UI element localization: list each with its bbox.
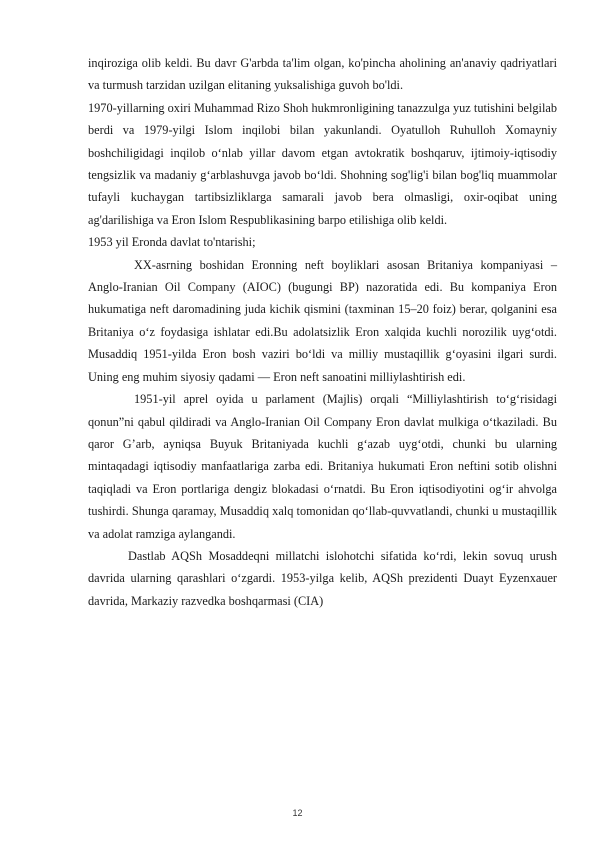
paragraph-3: XX-asrning boshidan Eronning neft boyliklari asosan Britaniya kompaniyasi – Anglo-Iranian Oil Company (AIOC) (bugungi BP) nazoratida edi. Bu kompaniya Eron hukumatiga neft daromadining juda kichik qismini (taxminan 15–20 foiz) berar, qolganini esa Britaniya o‘z foydasiga ishlatar edi.Bu adolatsizlik Eron xalqida kuchli norozilik uyg‘otdi. Musaddiq 1951-yilda Eron bosh vaziri bo‘ldi va milliy mustaqillik g‘oyasini ilgari surdi. Uning eng muhim siyosiy qadami — Eron neft sanoatini milliylashtirish edi. bbox=[88, 257, 557, 384]
paragraph-2: 1970-yillarning oxiri Muhammad Rizo Shoh hukmronligining tanazzulga yuz tutishini belgilab berdi va 1979-yilgi Islom inqilobi bilan yakunlandi. Oyatulloh Ruhulloh Xomayniy boshchiligidagi inqilob oʻnlab yillar davom etgan avtokratik boshqaruv, ijtimoiy-iqtisodiy tengsizlik va madaniy gʻarblashuvga javob boʻldi. Shohning sog'lig'i bilan bog'liq muammolar tufayli kuchaygan tartibsizliklarga samarali javob bera olmasligi, oxir-oqibat uning ag'darilishiga va Eron Islom Respublikasining barpo etilishiga olib keldi. bbox=[88, 100, 557, 227]
page-number: 12 bbox=[292, 808, 303, 818]
paragraph-1: inqiroziga olib keldi. Bu davr G'arbda ta'lim olgan, ko'pincha aholining an'anaviy qadriyatlari va turmush tarzidan uzilgan elitaning yuksalishiga guvoh bo'ldi. bbox=[88, 56, 557, 93]
section-heading: 1953 yil Eronda davlat to'ntarishi; bbox=[88, 235, 256, 250]
paragraph-4: 1951-yil aprel oyida u parlament (Majlis) orqali “Milliylashtirish to‘g‘risidagi qonun”ni qabul qildiradi va Anglo-Iranian Oil Company Eron davlat mulkiga o‘tkaziladi. Bu qaror G’arb, ayniqsa Buyuk Britaniyada kuchli g‘azab uyg‘otdi, chunki bu ularning mintaqadagi iqtisodiy manfaatlariga zarba edi. Britaniya hukumati Eron neftini sotib olishni taqiqladi va Eron portlariga dengiz blokadasi o‘rnatdi. Bu Eron iqtisodiyotini og‘ir ahvolga tushirdi. Shunga qaramay, Musaddiq xalq tomonidan qo‘llab-quvvatlandi, chunki u mustaqillik va adolat ramziga aylangandi. bbox=[88, 392, 557, 541]
body-text bbox=[88, 52, 557, 612]
paragraph-5: Dastlab AQSh Mosaddeqni millatchi islohotchi sifatida ko‘rdi, lekin sovuq urush davrida ularning qarashlari o‘zgardi. 1953-yilga kelib, AQSh prezidenti Duayt Eyzenxauer davrida, Markaziy razvedka boshqarmasi (CIA) bbox=[88, 548, 557, 608]
